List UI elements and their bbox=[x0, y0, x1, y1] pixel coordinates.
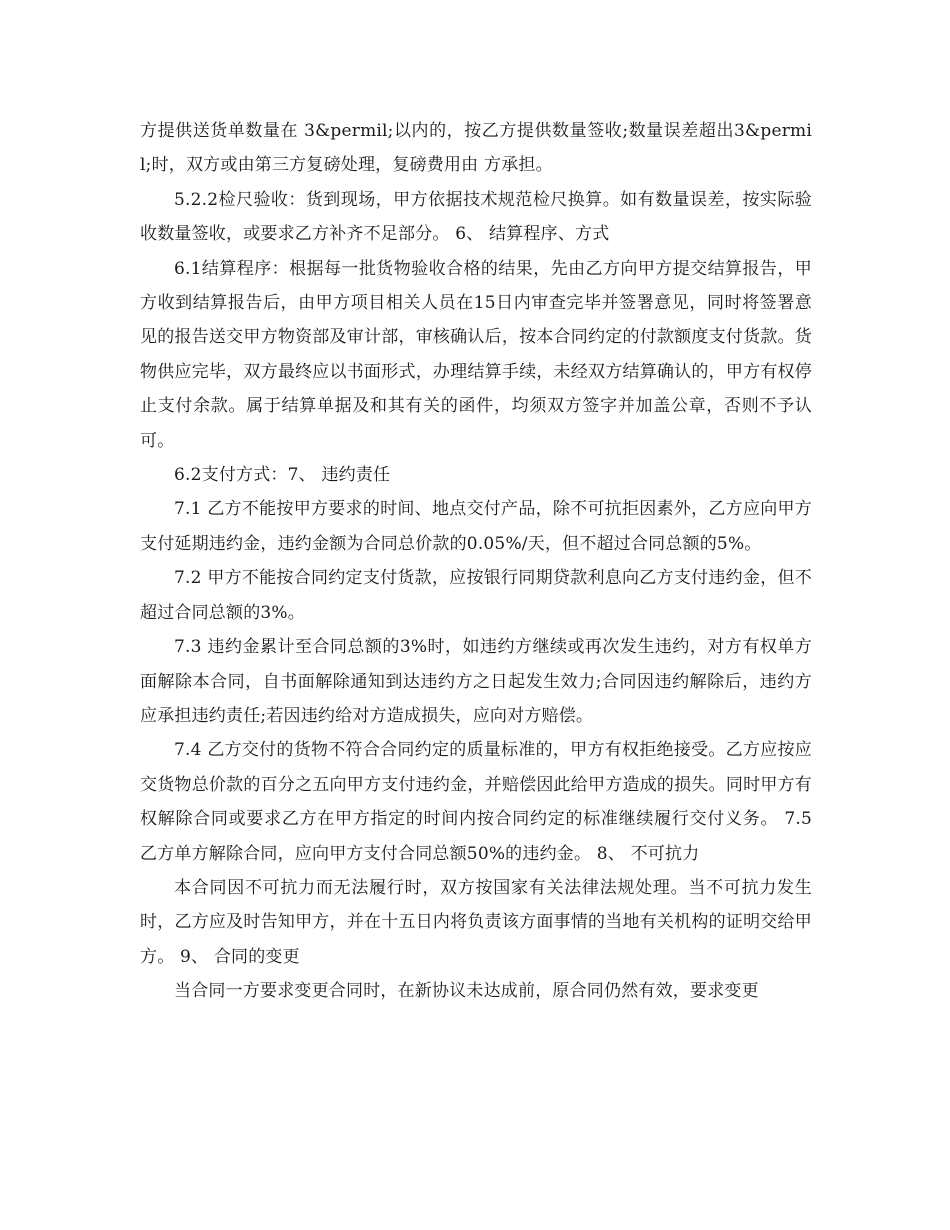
paragraph-6-2-payment-method: 6.2支付方式：7、 违约责任 bbox=[174, 465, 391, 486]
paragraph-6-1-settlement-procedure: 6.1结算程序：根据每一批货物验收合格的结果，先由乙方向甲方提交结算报告，甲方收到结算报告后，由甲方项目相关人员在15日内审查完毕并签署意见，同时将签署意见的报告送交甲方物资部及审计部，审核确认后，按本合同约定的付款额度支付货款。货物供应完毕，双方最终应以书面形式，办理结算手续，未经双方结算确认的，甲方有权停止支付余款。属于结算单据及和其有关的函件，均须双方签字并加盖公章，否则不予认可。 bbox=[140, 258, 812, 451]
paragraph-7-3-termination: 7.3 违约金累计至合同总额的3%时，如违约方继续或再次发生违约，对方有权单方面解除本合同，自书面解除通知到达违约方之日起发生效力;合同因违约解除后，违约方应承担违约责任;若因违约给对方造成损失，应向对方赔偿。 bbox=[140, 637, 812, 726]
paragraph-5-2-2-measurement: 5.2.2检尺验收：货到现场，甲方依据技术规范检尺换算。如有数量误差，按实际验收数量签收，或要求乙方补齐不足部分。 6、 结算程序、方式 bbox=[140, 189, 812, 245]
paragraph-7-1-delay-penalty: 7.1 乙方不能按甲方要求的时间、地点交付产品，除不可抗拒因素外，乙方应向甲方支付延期违约金，违约金额为合同总价款的0.05%/天，但不超过合同总额的5%。 bbox=[140, 499, 812, 554]
paragraph-7-4-quality-standard: 7.4 乙方交付的货物不符合合同约定的质量标准的，甲方有权拒绝接受。乙方应按应交货物总价款的百分之五向甲方支付违约金，并赔偿因此给甲方造成的损失。同时甲方有权解除合同或要求乙方在甲方指定的时间内按合同约定的标准继续履行交付义务。 7.5 乙方单方解除合同，应向甲方支付合同总额50%的违约金。 8、 不可抗力 bbox=[140, 740, 812, 864]
paragraph-7-2-payment-penalty: 7.2 甲方不能按合同约定支付货款，应按银行同期贷款利息向乙方支付违约金，但不超过合同总额的3%。 bbox=[140, 568, 812, 623]
paragraph-force-majeure: 本合同因不可抗力而无法履行时，双方按国家有关法律法规处理。当不可抗力发生时，乙方应及时告知甲方，并在十五日内将负责该方面事情的当地有关机构的证明交给甲方。 9、 合同的变更 bbox=[140, 877, 812, 967]
paragraph-weighing-tolerance: 方提供送货单数量在 3&permil;以内的，按乙方提供数量签收;数量误差超出3&permil;时，双方或由第三方复磅处理，复磅费用由 方承担。 bbox=[140, 121, 812, 176]
paragraph-contract-change: 当合同一方要求变更合同时，在新协议未达成前，原合同仍然有效，要求变更 bbox=[174, 981, 759, 1002]
document-body bbox=[140, 114, 812, 1009]
